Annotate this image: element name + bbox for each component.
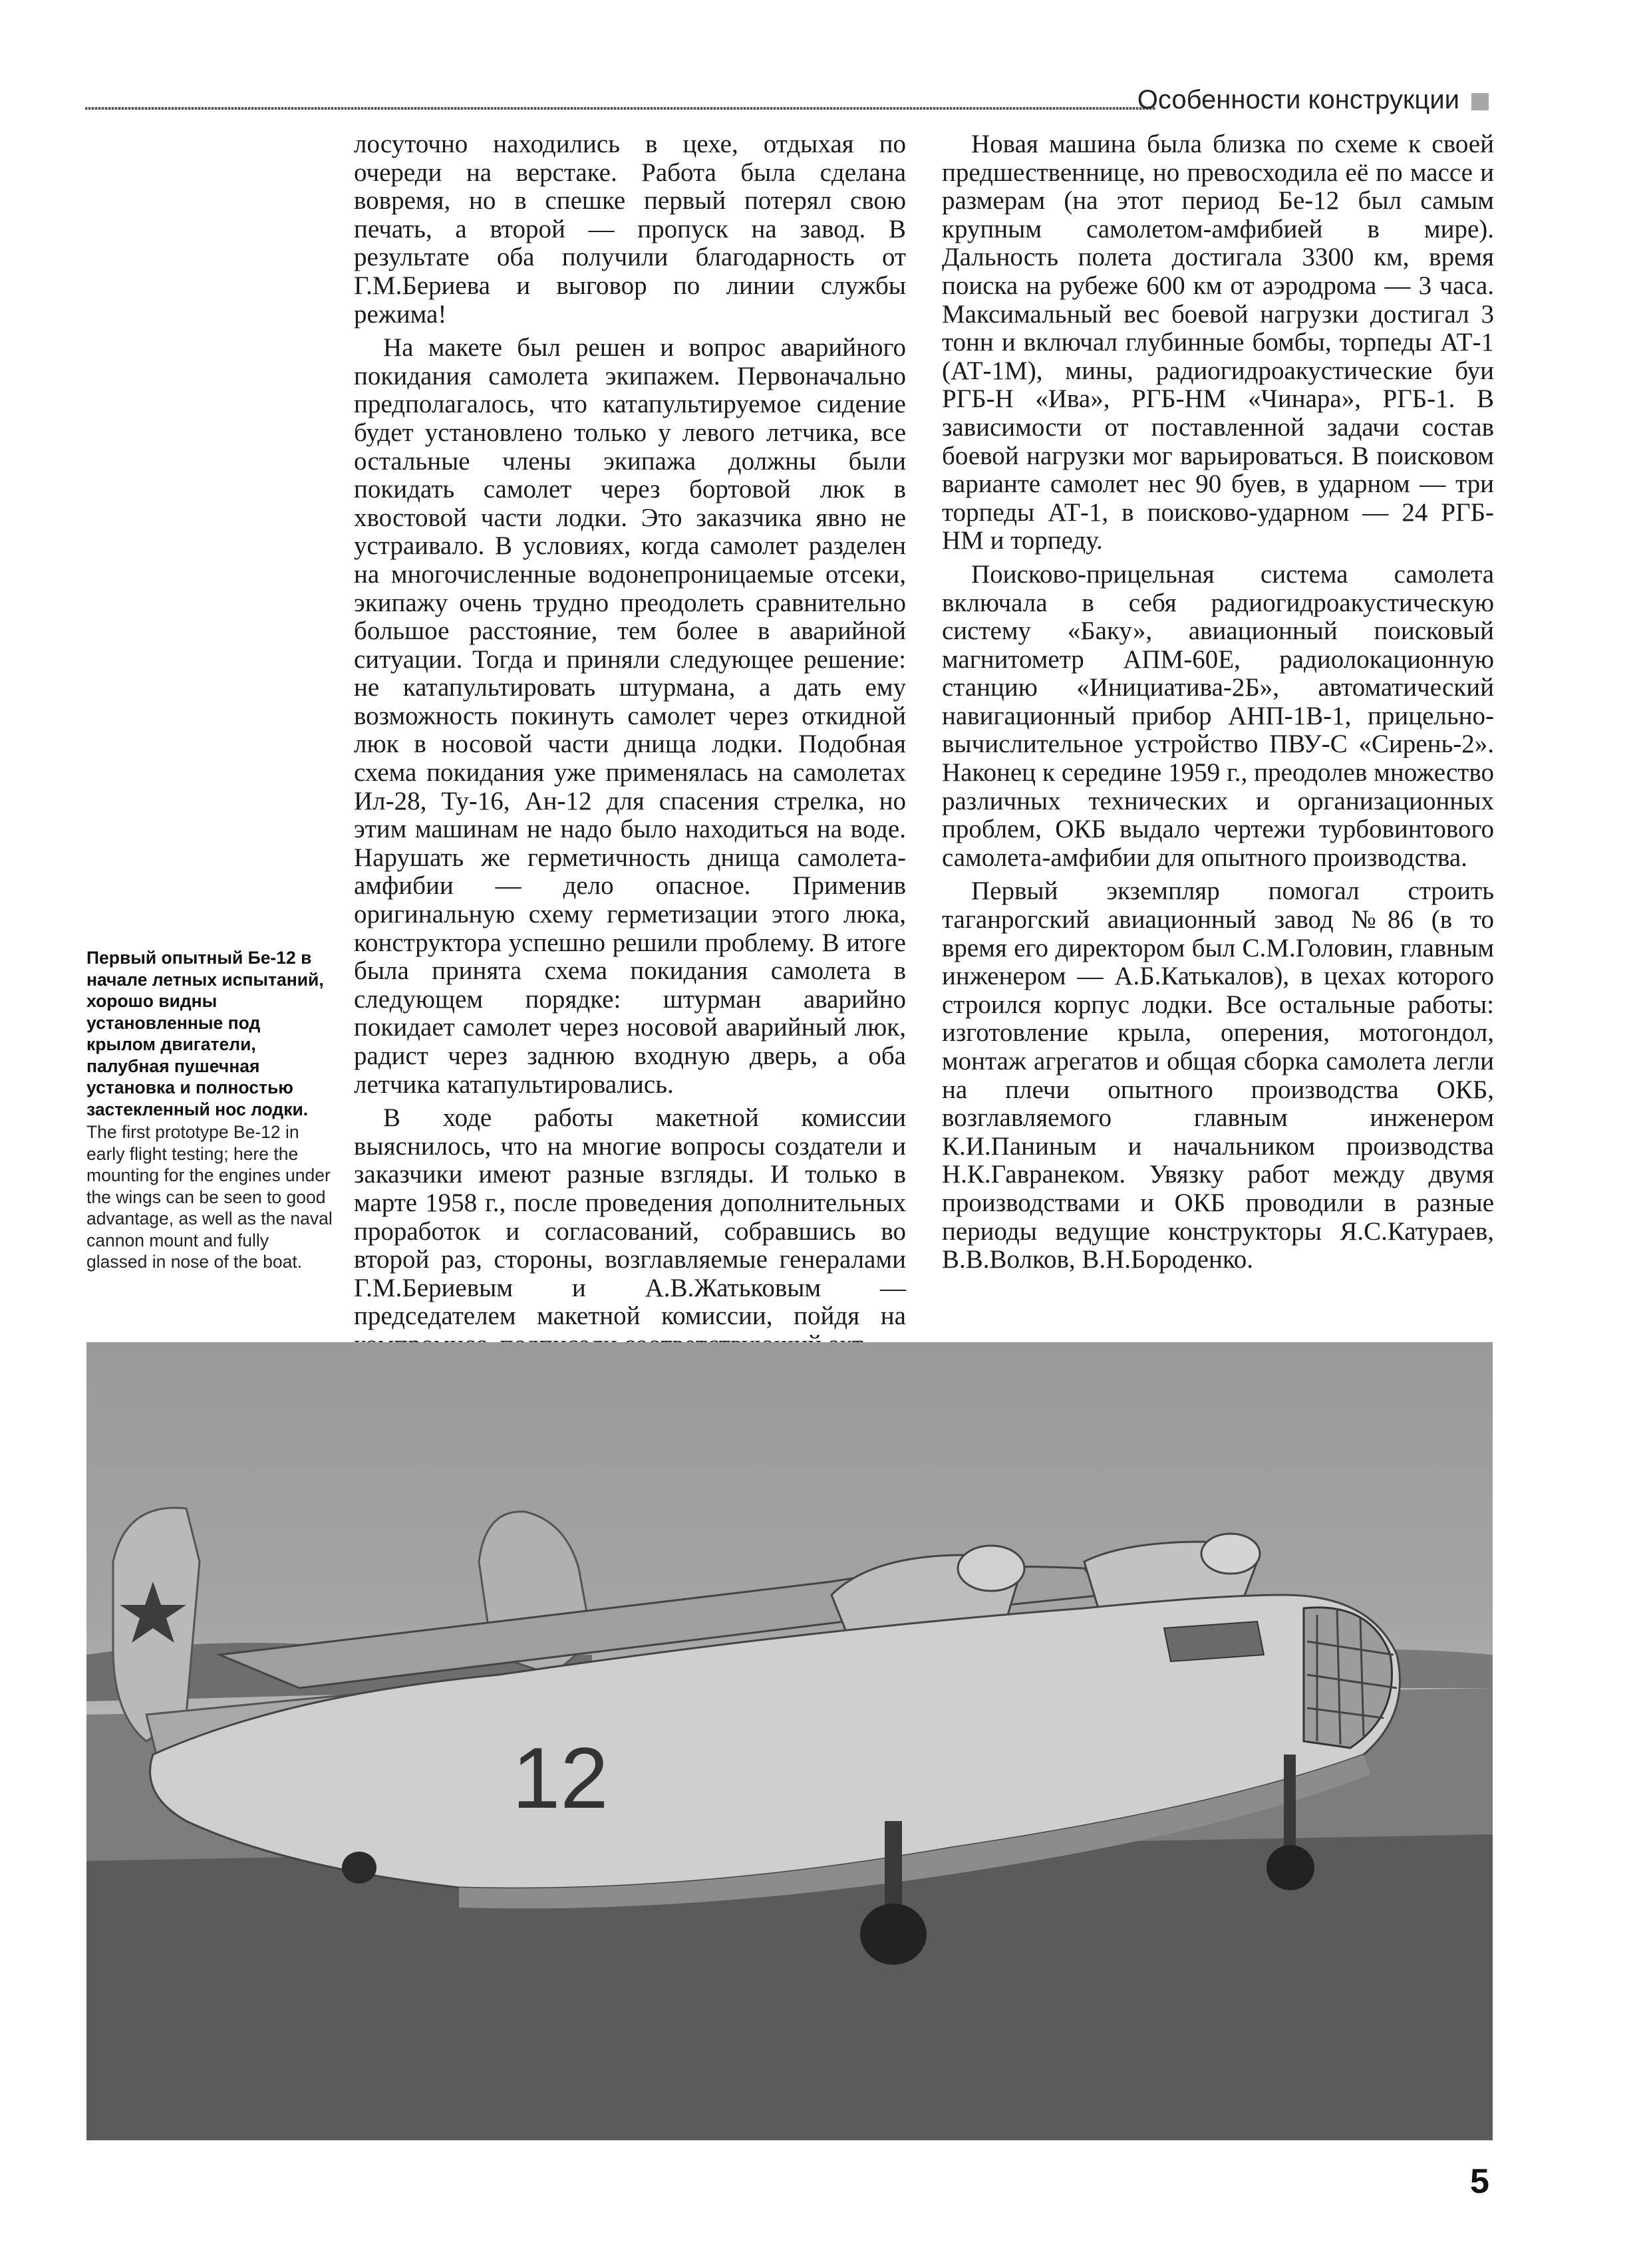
nose-gear-wheel [1267, 1845, 1314, 1890]
caption-english: The first prototype Be-12 in early flight testing; here the mounting for the engines under the wings can be seen to good advantage, as well as the naval cannon mount and fully glassed in nose of the boat. [86, 1122, 333, 1272]
cockpit-windows [1164, 1622, 1264, 1661]
caption-russian: Первый опытный Бе-12 в начале летных испытаний, хорошо видны установленные под крылом двигатели, палубная пушечная установка и полностью застекленный нос лодки. [86, 948, 324, 1119]
tail-wheel [342, 1852, 376, 1884]
left-propeller-spinner [958, 1546, 1024, 1591]
be12-illustration [86, 1342, 1493, 2140]
main-gear-wheel [860, 1904, 927, 1965]
running-header [85, 85, 1489, 125]
paragraph: Новая машина была близка по схеме к своей предшественнице, но превосходила её по массе и размерам (на этот период Бе-12 был самым крупным самолетом-амфибией в мире). Дальность полета достигала 3300 км, время поиска на рубеже 600 км от аэродрома — 3 часа. Максимальный вес боевой нагрузки достигал 3 тонн и включал глубинные бомбы, торпеды АТ-1 (АТ-1М), мины, радиогидроакустические буи РГБ-Н «Ива», РГБ-НМ «Чинара», РГБ-1. В зависимости от поставленной задачи состав боевой нагрузки мог варьироваться. В поисковом варианте самолет нес 90 буев, в ударном — три торпеды АТ-1, в поисково-ударном — 24 РГБ-НМ и торпеду. [942, 130, 1494, 555]
photo-caption [86, 947, 334, 1273]
text-column-middle [354, 130, 906, 1365]
paragraph: Первый экземпляр помогал строить таганрогский авиационный завод №86 (в то время его директором был С.М.Головин, главным инженером — А.Б.Катькалов), в цехах которого строился корпус лодки. Все остальные работы: изготовление крыла, оперения, мотогондол, монтаж агрегатов и общая сборка самолета легли на плечи опытного производства ОКБ, возглавляемого главным инженером К.И.Паниным и начальником производства Н.К.Гавранеком. Увязку работ между двумя производствами и ОКБ проводили в разные периоды ведущие конструкторы Я.С.Катураев, В.В.Волков, В.Н.Бороденко. [942, 877, 1494, 1274]
paragraph: На макете был решен и вопрос аварийного покидания самолета экипажем. Первоначально предполагалось, что катапультируемое сидение будет установлено только у левого летчика, все остальные члены экипажа должны были покидать самолет через бортовой люк в хвостовой части лодки. Это заказчика явно не устраивало. В условиях, когда самолет разделен на многочисленные водонепроницаемые отсеки, экипажу очень трудно преодолеть сравнительно большое расстояние, тем более в аварийной ситуации. Тогда и приняли следующее решение: не катапультировать штурмана, а дать ему возможность покинуть самолет через откидной люк в носовой части днища лодки. Подобная схема покидания уже применялась на самолетах Ил-28, Ту-16, Ан-12 для спасения стрелка, но этим машинам не надо было находиться на воде. Нарушать же герметичность днища самолета-амфибии — дело опасное. Применив оригинальную схему герметизации этого люка, конструктора успешно решили проблему. В итоге была принята схема покидания самолета в следующем порядке: штурман аварийно покидает самолет через носовой аварийный люк, радист через заднюю входную дверь, а оба летчика катапультировались. [354, 333, 906, 1099]
aircraft-photo [86, 1342, 1493, 2140]
header-square-icon [1471, 93, 1489, 110]
paragraph: В ходе работы макетной комиссии выяснилось, что на многие вопросы создатели и заказчики имеют разные взгляды. И только в марте 1958 г., после проведения дополнительных проработок и согласований, собравшись во второй раз, стороны, возглавляемые генералами Г.М.Бериевым и А.В.Жатьковым — председателем макетной комиссии, пойдя на [354, 1103, 906, 1331]
page-number: 5 [1470, 2162, 1489, 2201]
paragraph: лосуточно находились в цехе, отдыхая по очереди на верстаке. Работа была сделана вовремя, но в спешке первый потерял свою печать, а второй — пропуск на завод. В результате оба получили благодарность от Г.М.Бериева и выговор по линии службы режима! [354, 130, 906, 329]
nose-gear-strut [1284, 1755, 1296, 1861]
text-column-right [942, 130, 1494, 1280]
paragraph: Поисково-прицельная система самолета включала в себя радиогидроакустическую систему «Баку», авиационный поисковый магнитометр АПМ-60Е, радиолокационную станцию «Инициатива-2Б», автоматический навигационный прибор АНП-1В-1, прицельно-вычислительное устройство ПВУ-С «Сирень-2». Наконец к середине 1959 г., преодолев множество различных технических и организационных проблем, ОКБ выдало чертежи турбовинтового самолета-амфибии для опытного производства. [942, 559, 1494, 872]
header-rule [85, 107, 1156, 110]
tail-number: 12 [512, 1729, 609, 1826]
section-title: Особенности конструкции [1137, 85, 1459, 114]
right-propeller-spinner [1201, 1534, 1260, 1574]
